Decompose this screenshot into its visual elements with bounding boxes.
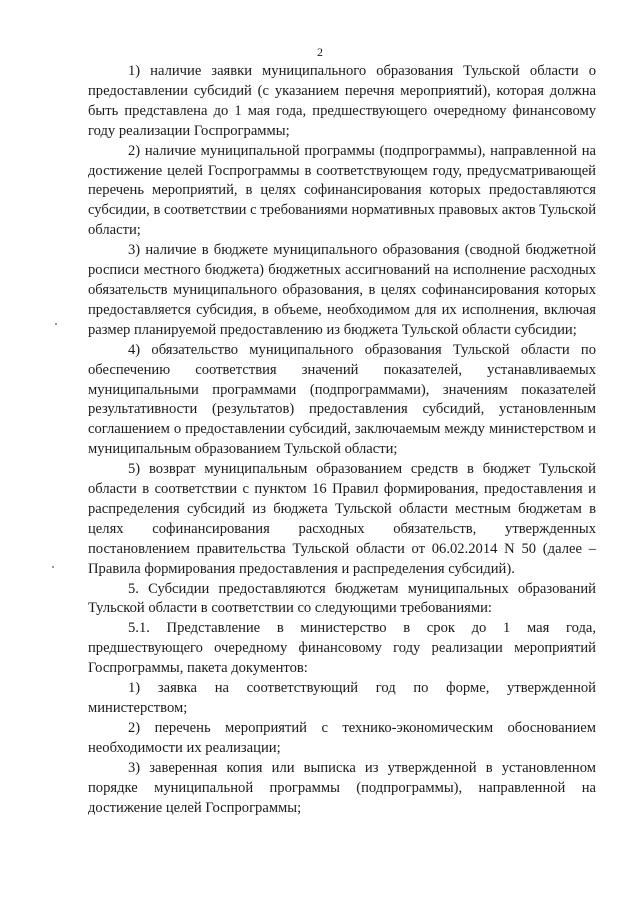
scan-speck [52, 566, 54, 568]
paragraph-section-5-1: 5.1. Представление в министерство в срок до 1 мая года, предшествующего очередному финансовому году реализации мероприятий Госпрограммы, пакета документов: [88, 620, 596, 677]
paragraph-condition-3: 3) наличие в бюджете муниципального образования (сводной бюджетной росписи местного бюджета) бюджетных ассигнований на исполнение расходных обязательств муниципального образования, в целях софинансирования которых предоставляется субсидия, в объеме, необходимом для их исполнения, включая размер планируемой предоставлению из бюджета Тульской области субсидии; [88, 242, 596, 338]
document-body [88, 62, 596, 818]
paragraph-document-2: 2) перечень мероприятий с технико-экономическим обоснованием необходимости их реализации; [88, 719, 596, 756]
paragraph-condition-4: 4) обязательство муниципального образования Тульской области по обеспечению соответствия значений показателей, устанавливаемых муниципальными программами (подпрограммами), значениям показателей результативности (результатов) предоставления субсидий, установленным соглашением о предоставлении субсидий, заключаемым между министерством и муниципальным образованием Тульской области; [88, 341, 596, 458]
paragraph-condition-2: 2) наличие муниципальной программы (подпрограммы), направленной на достижение целей Госпрограммы в соответствующем году, предусматривающей перечень мероприятий, в целях софинансирования которых предоставляются субсидии, в соответствии с требованиями нормативных правовых актов Тульской области; [88, 142, 596, 239]
paragraph-condition-5: 5) возврат муниципальным образованием средств в бюджет Тульской области в соответствии с пунктом 16 Правил формирования, предоставления и распределения субсидий из бюджета Тульской области местным бюджетам в целях софинансирования расходных обязательств, утвержденных постановлением правительства Тульской области от 06.02.2014 N 50 (далее – Правила формирования предоставления и распределения субсидий). [88, 461, 596, 577]
page-number: 2 [317, 45, 323, 59]
paragraph-section-5: 5. Субсидии предоставляются бюджетам муниципальных образований Тульской области в соответствии со следующими требованиями: [88, 580, 596, 617]
paragraph-condition-1: 1) наличие заявки муниципального образования Тульской области о предоставлении субсидий (с указанием перечня мероприятий), которая должна быть представлена до 1 мая года, предшествующего очередному финансовому году реализации Госпрограммы; [88, 63, 596, 139]
paragraph-document-3: 3) заверенная копия или выписка из утвержденной в установленном порядке муниципальной программы (подпрограммы), направленной на достижение целей Госпрограммы; [88, 759, 596, 816]
scan-speck [55, 323, 57, 325]
paragraph-document-1: 1) заявка на соответствующий год по форме, утвержденной министерством; [88, 680, 596, 716]
